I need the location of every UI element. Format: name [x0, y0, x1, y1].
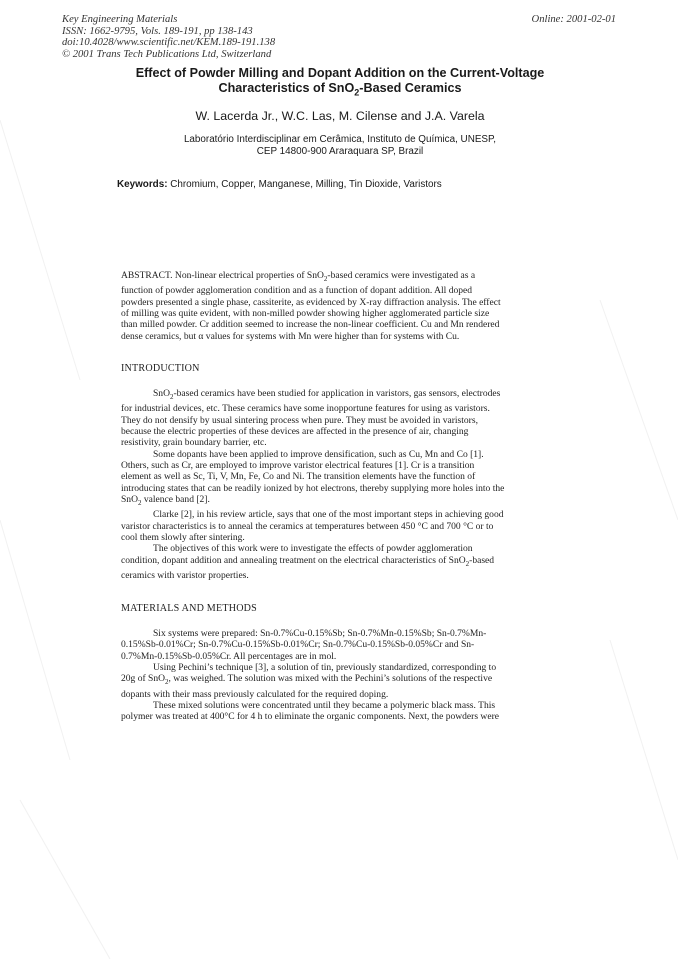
abstract-line: than milled powder. Cr addition seemed to increase the non-linear coefficient. Cu and Mn rendered [121, 319, 500, 331]
introduction-body [121, 388, 567, 581]
text-line: condition, dopant addition and annealing treatment on the electrical characteristics of SnO$_2$-based [121, 554, 495, 568]
journal-copyright: © 2001 Trans Tech Publications Ltd, Switzerland [62, 48, 272, 60]
text-line: Using Pechini’s technique [3], a solution of tin, previously standardized, corresponding to [153, 662, 497, 674]
journal-doi: doi:10.4028/www.scientific.net/KEM.189-191.138 [62, 37, 276, 49]
paragraph [121, 388, 567, 449]
online-date: Online: 2001-02-01 [531, 14, 616, 25]
paragraph [121, 543, 567, 581]
journal-issn: ISSN: 1662-9795, Vols. 189-191, pp 138-143 [62, 25, 253, 37]
text-line: These mixed solutions were concentrated until they became a polymeric black mass. This [153, 699, 496, 711]
keywords [117, 179, 442, 190]
text-line: The objectives of this work were to investigate the effects of powder agglomeration [153, 543, 473, 555]
paragraph [121, 662, 567, 700]
text-line: cool them slowly after sintering. [121, 531, 245, 543]
abstract-line: function of powder agglomeration condition and as a function of dopant addition. All doped [121, 285, 473, 297]
text-line: 0.7%Mn-0.15%Sb-0.05%Cr. All percentages are in mol. [121, 650, 337, 662]
text-line: They do not densify by usual sintering process when pure. They must be avoided in varistors, [121, 414, 478, 426]
text-line: ceramics with varistor properties. [121, 569, 249, 581]
title-line-1: Effect of Powder Milling and Dopant Addition on the Current-Voltage [135, 66, 545, 80]
journal-name: Key Engineering Materials [62, 14, 178, 25]
text-line: SnO$_2$-based ceramics have been studied for application in varistors, gas sensors, electrodes [153, 388, 501, 401]
abstract-line: powders presented a single phase, cassiterite, as evidenced by X-ray diffraction analysis. The effect [121, 296, 501, 308]
abstract-line: of milling was quite evident, with non-milled powder showing higher agglomerated particle size [121, 307, 490, 319]
section-heading-methods: MATERIALS AND METHODS [121, 603, 257, 614]
abstract-line: dense ceramics, but α values for systems with Mn were higher than for systems with Cu. [121, 330, 460, 342]
text-line: introducing states that can be readily ionized by hot electrons, thereby supplying more holes into the [121, 482, 505, 494]
keywords-label: Keywords: [117, 179, 168, 190]
text-line: polymer was treated at 400°C for 4 h to eliminate the organic components. Next, the powders were [121, 711, 499, 723]
text-line: Six systems were prepared: Sn-0.7%Cu-0.15%Sb; Sn-0.7%Mn-0.15%Sb; Sn-0.7%Mn- [153, 628, 487, 639]
text-line: varistor characteristics is to anneal the ceramics at temperatures between 450 °C and 700 °C or to [121, 520, 494, 532]
title-line-2: Characteristics of SnO$_2$-Based Ceramics [218, 81, 462, 98]
text-line: Others, such as Cr, are employed to improve varistor electrical features [1]. Cr is a transition [121, 459, 475, 471]
text-line: dopants with their mass previously calculated for the required doping. [121, 688, 389, 700]
abstract [121, 270, 567, 342]
methods-body [121, 628, 567, 723]
text-line: SnO$_2$ valence band [2]. [121, 494, 210, 507]
keywords-text: Chromium, Copper, Manganese, Milling, Tin Dioxide, Varistors [170, 179, 442, 190]
text-line: because the electric properties of these devices are affected in the presence of air, changing [121, 425, 469, 437]
author-list: W. Lacerda Jr., W.C. Las, M. Cilense and J.A. Varela [195, 109, 485, 123]
abstract-line: ABSTRACT. Non-linear electrical properties of SnO$_2$-based ceramics were investigated as a [121, 270, 476, 283]
text-line: Clarke [2], in his review article, says that one of the most important steps in achieving good [153, 509, 504, 521]
paragraph [121, 628, 567, 662]
paper-title [80, 66, 600, 101]
section-heading-introduction: INTRODUCTION [121, 363, 200, 374]
text-line: for industrial devices, etc. These ceramics have some inopportune features for using as varistors. [121, 403, 490, 415]
paragraph [121, 700, 567, 723]
text-line: Some dopants have been applied to improve densification, such as Cu, Mn and Co [1]. [153, 448, 484, 460]
text-line: element as well as Sc, Ti, V, Mn, Fe, Co and Ni. The transition elements have the function of [121, 471, 476, 483]
journal-info [62, 14, 275, 60]
text-line: 20g of SnO$_2$, was weighed. The solution was mixed with the Pechini’s solutions of the respective [121, 673, 493, 687]
affiliation: Laboratório Interdisciplinar em Cerâmica, Instituto de Química, UNESP, CEP 14800-900 Araraquara SP, Brazil [183, 134, 497, 157]
paragraph [121, 509, 567, 543]
text-line: 0.15%Sb-0.01%Cr; Sn-0.7%Cu-0.15%Sb-0.01%Cr; Sn-0.7%Cu-0.15%Sb-0.05%Cr and Sn- [121, 639, 475, 651]
paragraph [121, 449, 567, 510]
text-line: resistivity, grain boundary barrier, etc. [121, 437, 267, 449]
